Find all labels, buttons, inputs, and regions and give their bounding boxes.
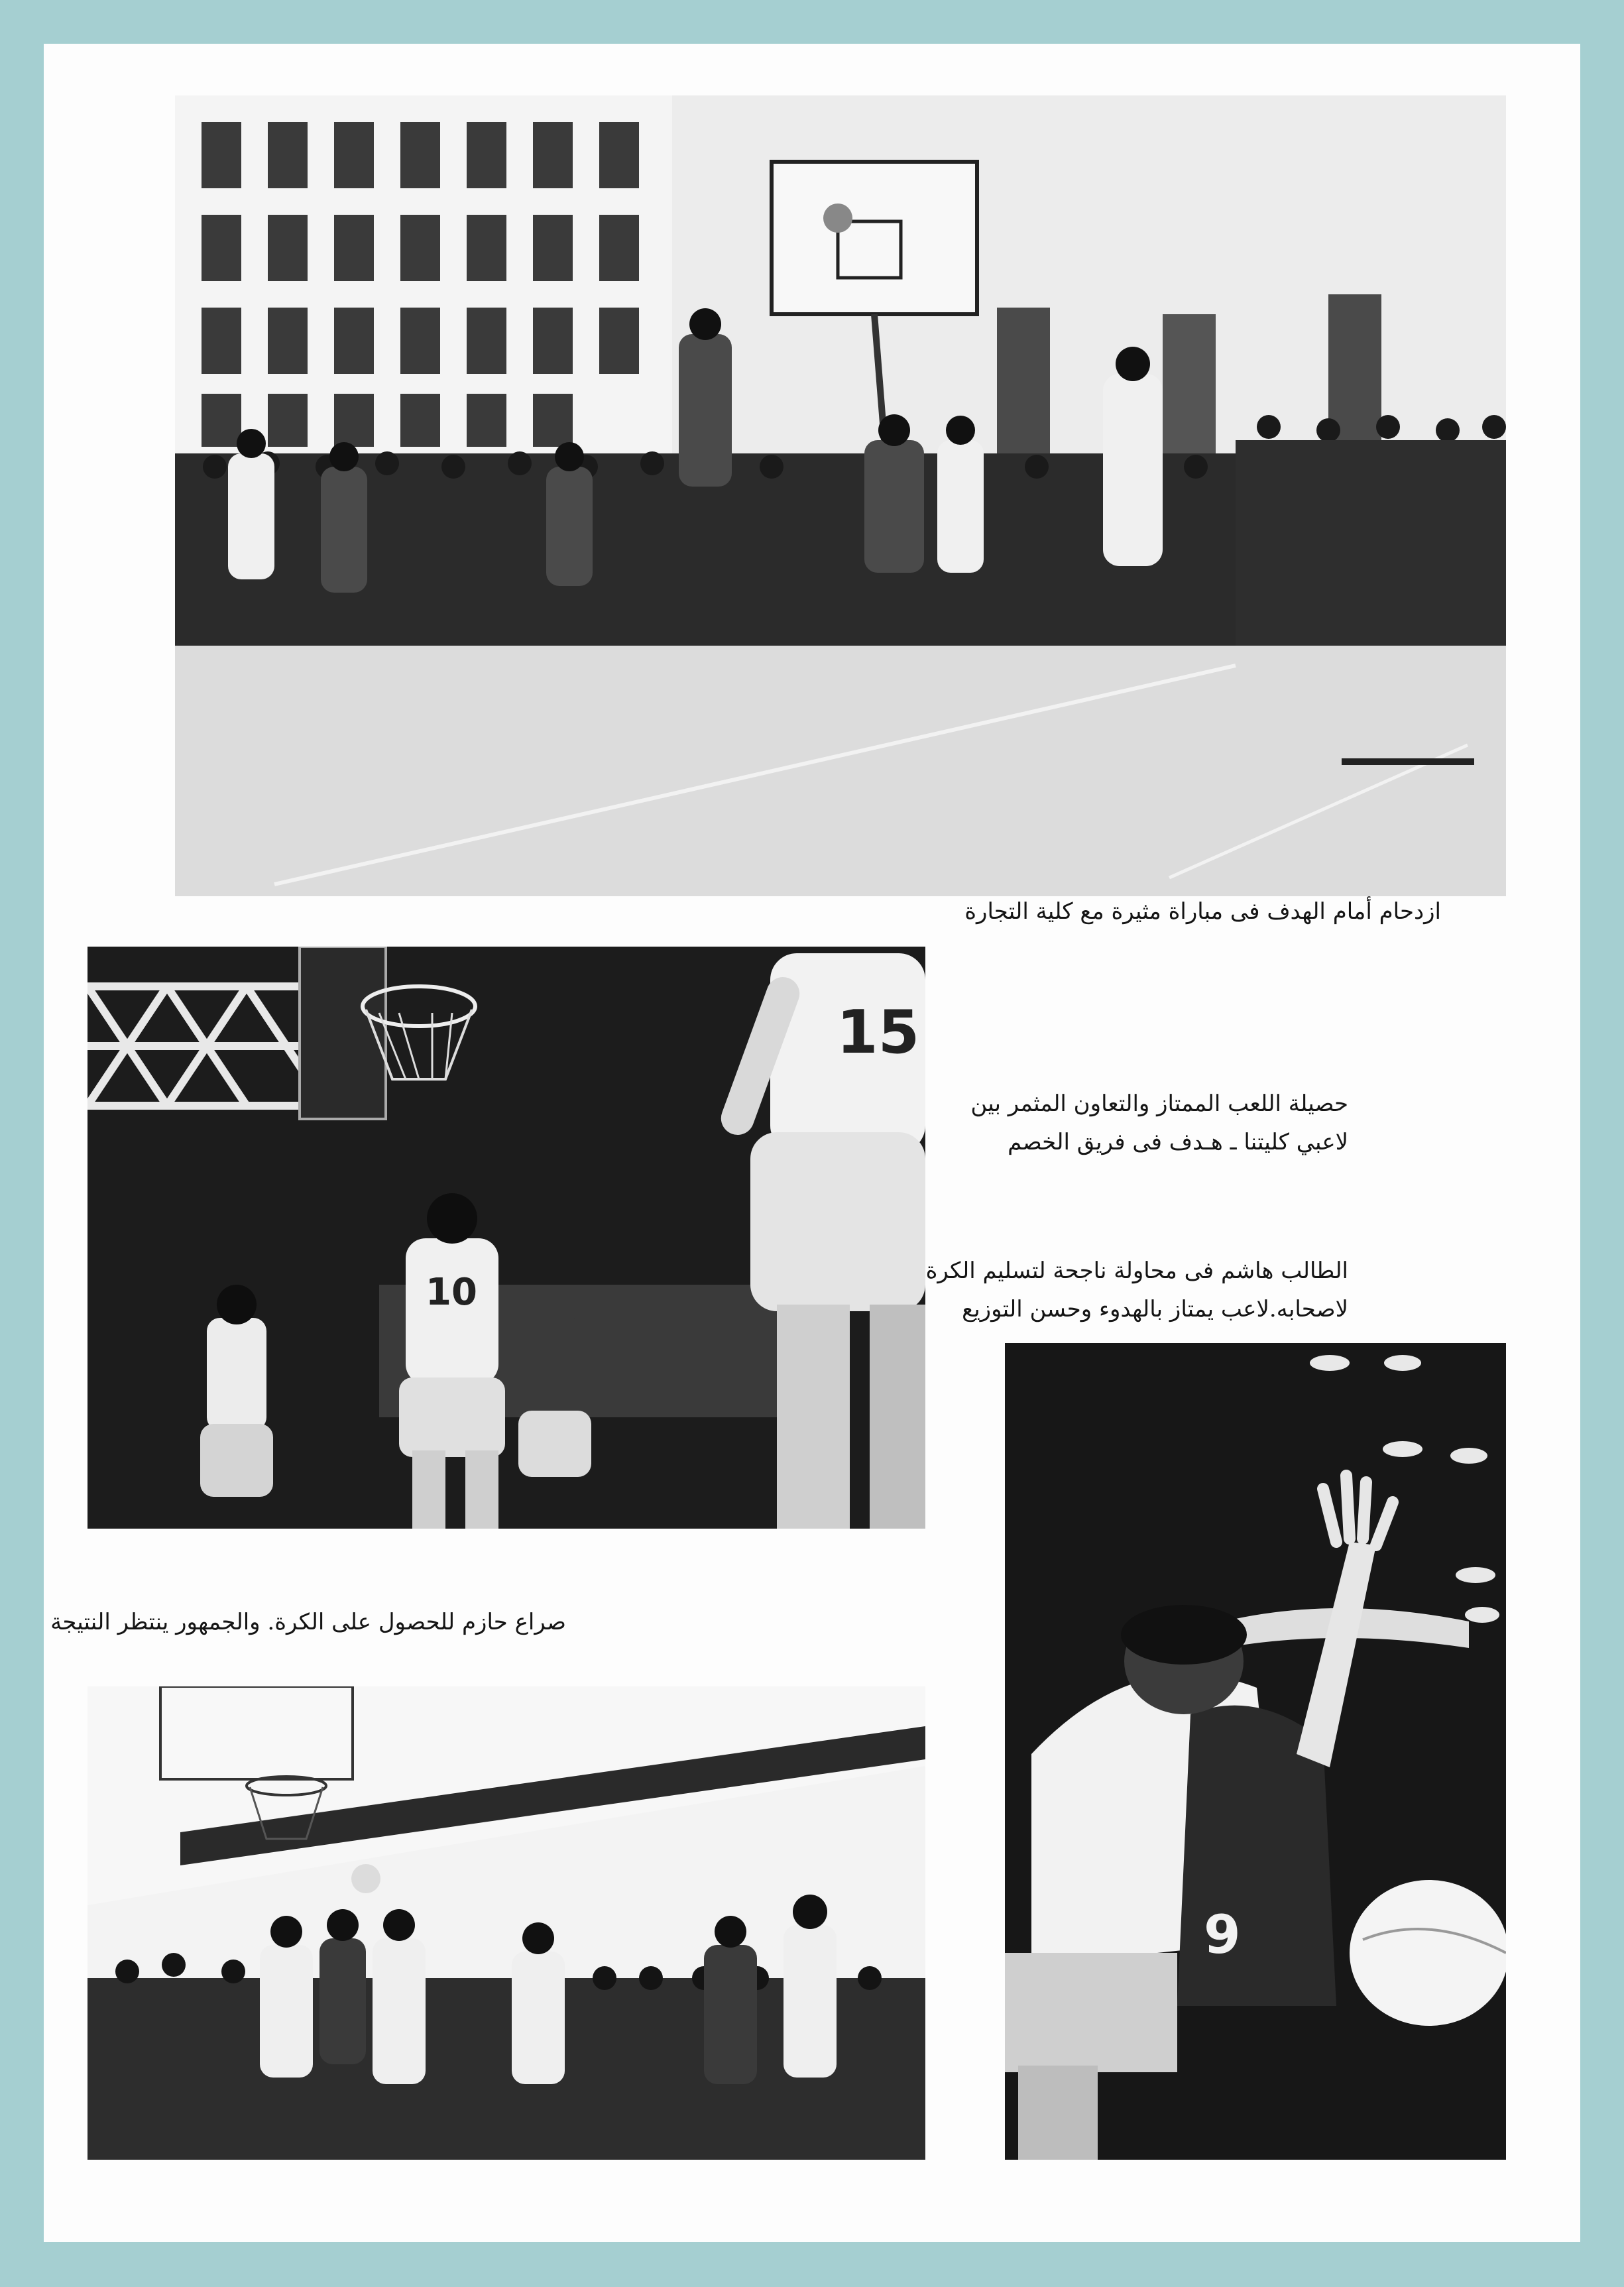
- caption-excellent-play-line2: لاعبي كليتنا ـ هـدف فى فريق الخصم: [1008, 1129, 1348, 1155]
- caption-student-hashem-line1: الطالب هاشم فى محاولة ناجحة لتسليم الكرة: [925, 1258, 1348, 1284]
- caption-student-hashem: [926, 1252, 1348, 1328]
- jersey-number-9: 9: [1204, 1904, 1241, 1965]
- caption-excellent-play: [970, 1085, 1348, 1161]
- jersey-number-15: 15: [837, 998, 920, 1067]
- caption-fierce-struggle: صراع حازم للحصول على الكرة. والجمهور ينتظر النتيجة: [50, 1609, 566, 1635]
- photo-goal-scored: [87, 947, 925, 1529]
- caption-excellent-play-line1: حصيلة اللعب الممتاز والتعاون المثمر بين: [970, 1090, 1348, 1117]
- photo-outdoor-game: [175, 95, 1506, 896]
- caption-student-hashem-line2: لاصحابه.لاعب يمتاز بالهدوء وحسن التوزيع: [962, 1296, 1348, 1322]
- jersey-number-10: 10: [426, 1271, 477, 1314]
- album-page: [44, 44, 1580, 2242]
- photo-hashem-passing: [1005, 1343, 1506, 2160]
- caption-crowding-before-goal: ازدحام أمام الهدف فى مباراة مثيرة مع كلية التجارة: [964, 898, 1441, 925]
- photo-fight-for-ball: [87, 1686, 925, 2160]
